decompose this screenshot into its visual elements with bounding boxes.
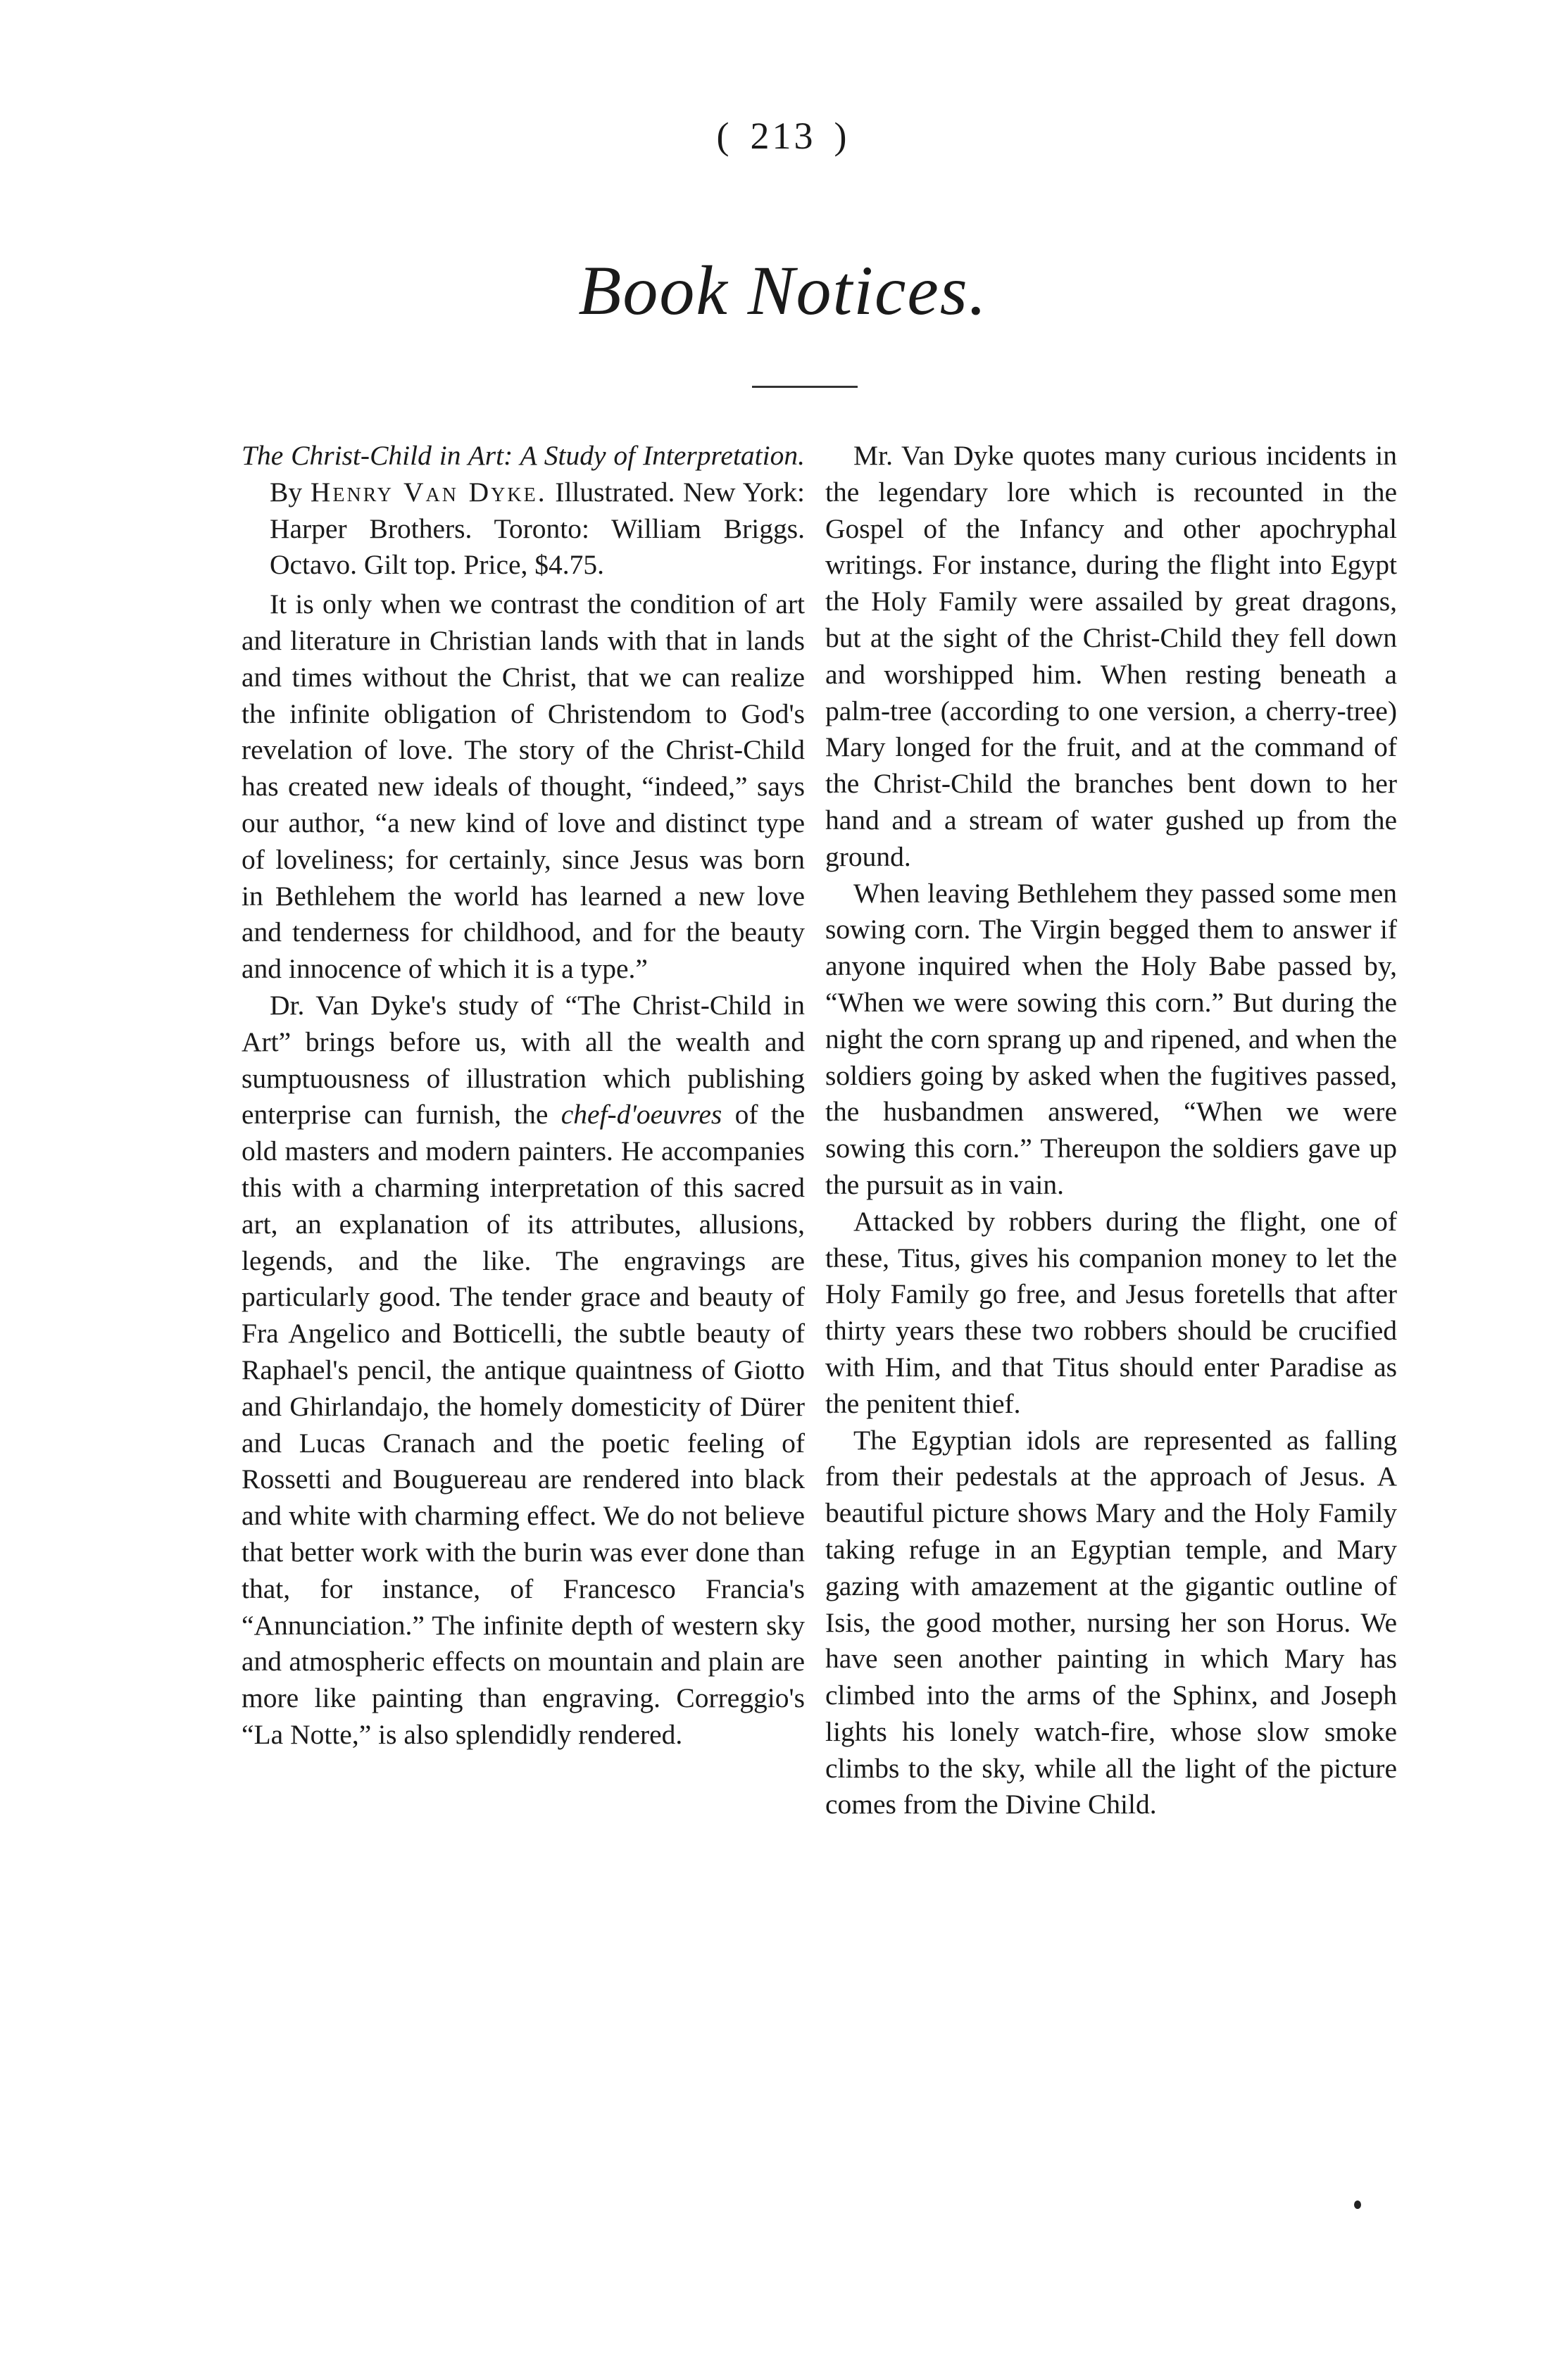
chef-doeuvres-italic: chef-d'oeuvres bbox=[560, 1099, 722, 1131]
left-paragraph-2-text-b: of the old masters and modern painters. He accompanies this with a charming interpretation of this sacred art, an explanation of its attributes, allusions, legends, and the like. The engravings are particularly good. The tender grace and beauty of Fra Angelico and Botticelli, the subtle beauty of Raphael's pencil, the antique quaintness of Giotto and Ghirlandajo, the homely domesticity of Dürer and Lucas Cranach and the poetic feeling of Rossetti and Bouguereau are rendered into black and white with charming effect. We do not believe that better work with the burin was ever done than that, for instance, of Francesco Francia's “Annunciation.” The infinite depth of western sky and atmospheric effects on mountain and plain are more like painting than engraving. Correggio's “La Notte,” is also splendidly rendered. bbox=[242, 1099, 806, 1750]
right-paragraph-2: When leaving Bethlehem they passed some men sowing corn. The Virgin begged them to answer if anyone inquired when the Holy Babe passed by, “When we were sowing this corn.” But during the night the corn sprang up and ripened, and when the soldiers going by asked when the fugitives passed, the husbandmen answered, “When we were sowing this corn.” Thereupon the soldiers gave up the pursuit as in vain. bbox=[825, 877, 1397, 1200]
left-paragraph-1: It is only when we contrast the condition of art and literature in Christian lands with that in lands and times without the Christ, that we can realize the infinite obligation of Christendom to God's revelation of love. The story of the Christ-Child has created new ideals of thought, “indeed,” says our author, “a new kind of love and distinct type of loveliness; for certainly, since Jesus was born in Bethlehem the world has learned a new love and tenderness for childhood, and for the beauty and innocence of which it is a type.” bbox=[242, 588, 805, 985]
heading-rule bbox=[752, 386, 858, 388]
book-author: Henry Van Dyke. bbox=[310, 476, 547, 508]
book-details: Illustrated. New York: Harper Brothers. Toronto: William Briggs. Octavo. Gilt top. Price, $4.75. bbox=[270, 476, 806, 581]
right-paragraph-4: The Egyptian idols are represented as falling from their pedestals at the approach of Jesus. A beautiful picture shows Mary and the Holy Family taking refuge in an Egyptian temple, and Mary gazing with amazement at the gigantic outline of Isis, the good mother, nursing her son Horus. We have seen another painting in which Mary has climbed into the arms of the Sphinx, and Joseph lights his lonely watch-fire, whose slow smoke climbs to the sky, while all the light of the picture comes from the Divine Child. bbox=[825, 1424, 1397, 1820]
book-citation bbox=[242, 438, 805, 584]
section-heading: Book Notices. bbox=[578, 251, 988, 329]
page-number-open-paren: ( bbox=[716, 115, 732, 157]
right-paragraph-3: Attacked by robbers during the flight, one of these, Titus, gives his companion money to let the Holy Family go free, and Jesus foretells that after thirty years these two robbers should be crucified with Him, and that Titus should enter Paradise as the penitent thief. bbox=[825, 1205, 1397, 1419]
page-number bbox=[0, 114, 1566, 158]
left-column bbox=[242, 438, 805, 1753]
stray-dot-mark bbox=[1354, 2200, 1361, 2209]
book-title: The Christ-Child in Art: A Study of Interpretation. bbox=[242, 440, 805, 471]
right-paragraph-1: Mr. Van Dyke quotes many curious incidents in the legendary lore which is recounted in the Gospel of the Infancy and other apochryphal writings. For instance, during the flight into Egypt the Holy Family were assailed by great dragons, but at the sight of the Christ-Child they fell down and worshipped him. When resting beneath a palm-tree (according to one version, a cherry-tree) Mary longed for the fruit, and at the command of the Christ-Child the branches bent down to her hand and a stream of water gushed up from the ground. bbox=[825, 440, 1397, 872]
page-number-close-paren: ) bbox=[834, 115, 850, 157]
page-number-value: 213 bbox=[750, 115, 816, 157]
left-paragraph-2-text-a: Dr. Van Dyke's study of “The Christ-Child in Art” brings before us, with all the wealth and sumptuousness of illustration which publishing enterprise can furnish, the bbox=[242, 989, 805, 1131]
right-column bbox=[825, 438, 1397, 1823]
citation-by: By bbox=[270, 476, 303, 508]
left-paragraph-2 bbox=[242, 988, 805, 1753]
